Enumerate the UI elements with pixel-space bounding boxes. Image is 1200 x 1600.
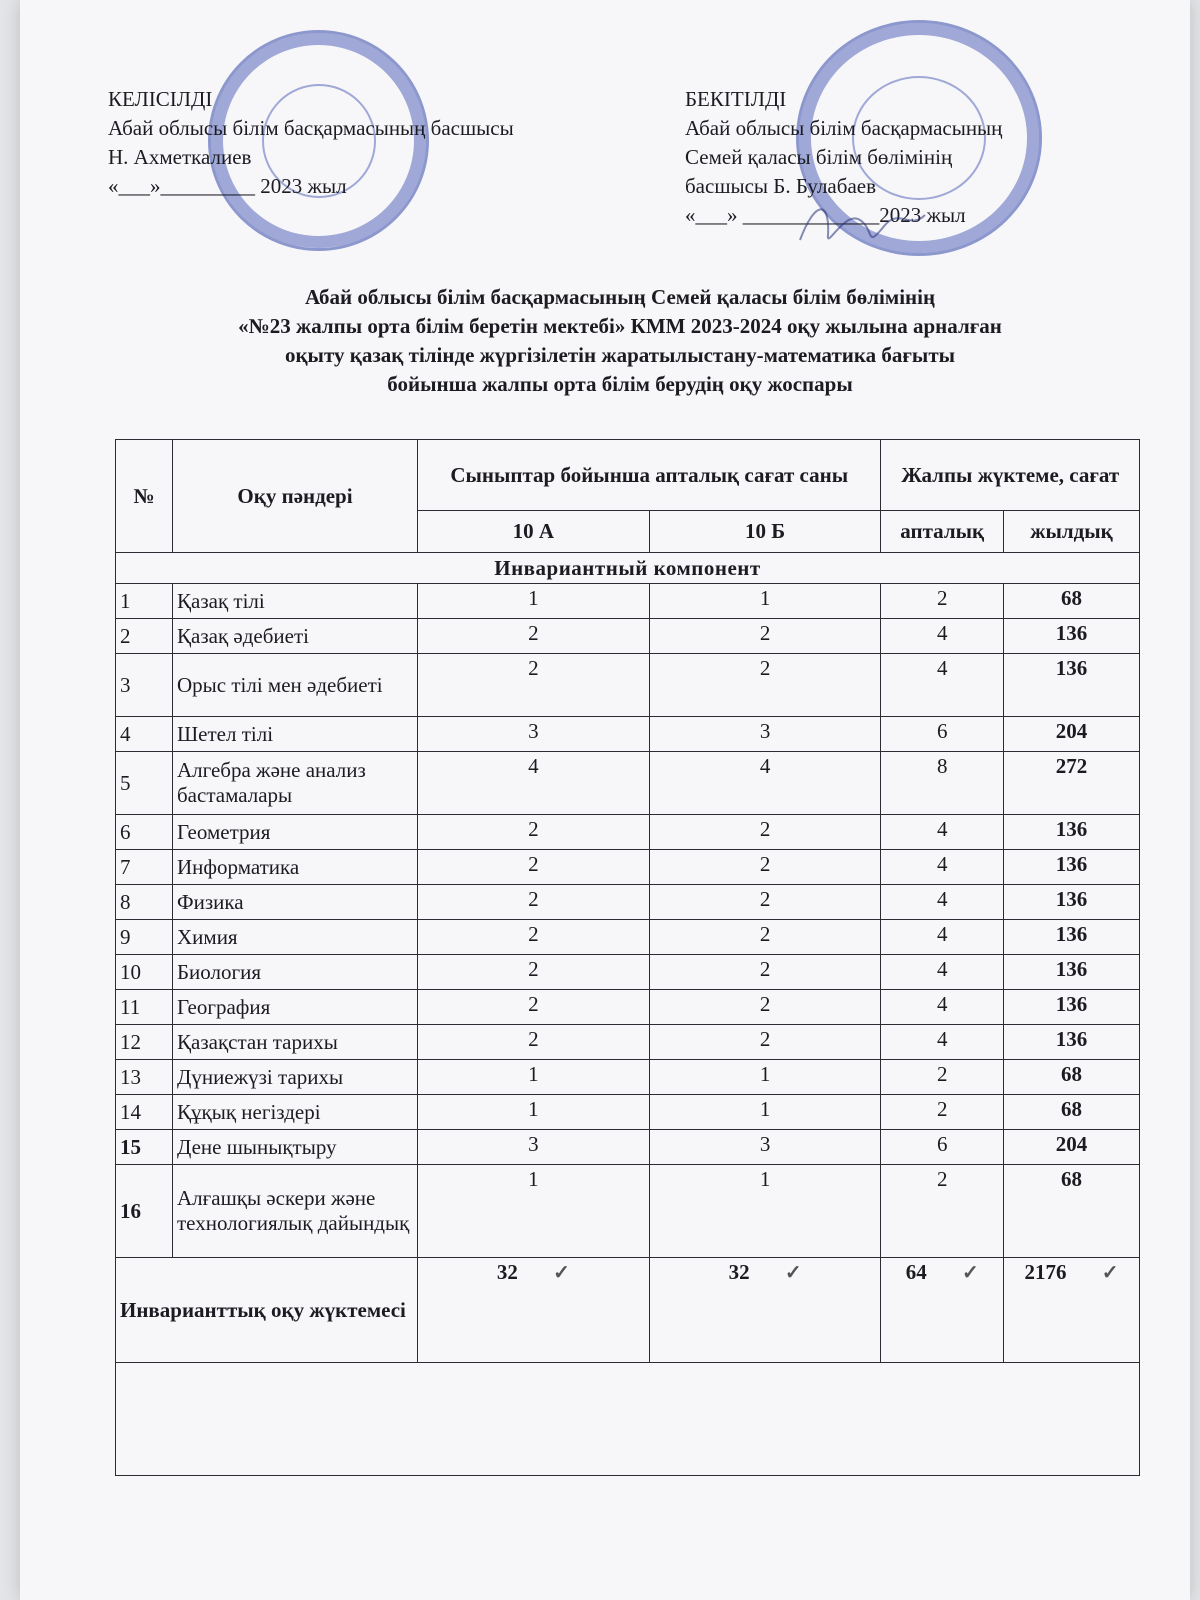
approval-line: «___» _____________2023 жыл (685, 203, 966, 227)
row-number: 5 (116, 752, 173, 815)
row-class-a: 1 (418, 1095, 650, 1130)
row-number: 9 (116, 920, 173, 955)
header-weekly-by-class: Сыныптар бойынша апталық сағат саны (418, 440, 881, 511)
row-yearly: 136 (1004, 920, 1140, 955)
title-line: Абай облысы білім басқармасының Семей қаласы білім бөлімінің (304, 285, 936, 309)
row-class-a: 4 (418, 752, 650, 815)
approval-heading: КЕЛІСІЛДІ (108, 87, 213, 111)
approval-line: «___»_________ 2023 жыл (108, 174, 347, 198)
row-class-a: 2 (418, 990, 650, 1025)
row-yearly: 136 (1004, 619, 1140, 654)
row-class-a: 1 (418, 1165, 650, 1258)
row-class-b: 3 (649, 1130, 881, 1165)
table-row (116, 717, 1140, 752)
row-class-b: 2 (649, 885, 881, 920)
row-weekly: 2 (881, 584, 1004, 619)
check-mark-icon: ✓ (553, 1262, 570, 1284)
table-row (116, 584, 1140, 619)
section-heading: Инвариантный компонент (116, 553, 1140, 584)
row-number: 10 (116, 955, 173, 990)
row-subject: Химия (173, 920, 418, 955)
title-line: оқыту қазақ тілінде жүргізілетін жаратылыстану-математика бағыты (284, 343, 956, 367)
approval-line: Абай облысы білім басқармасының (685, 116, 1003, 140)
table-row (116, 1025, 1140, 1060)
row-subject: Орыс тілі мен әдебиеті (173, 654, 418, 717)
row-class-a: 2 (418, 815, 650, 850)
row-number: 7 (116, 850, 173, 885)
row-number: 13 (116, 1060, 173, 1095)
header-weekly: апталық (881, 511, 1004, 553)
row-subject: Биология (173, 955, 418, 990)
table-row (116, 850, 1140, 885)
row-weekly: 6 (881, 717, 1004, 752)
row-subject: Дене шынықтыру (173, 1130, 418, 1165)
total-class-a (418, 1258, 650, 1363)
row-subject: Физика (173, 885, 418, 920)
check-mark-icon: ✓ (961, 1262, 979, 1284)
row-weekly: 4 (881, 885, 1004, 920)
row-class-b: 2 (649, 619, 881, 654)
row-class-a: 2 (418, 654, 650, 717)
row-subject: Дүниежүзі тарихы (173, 1060, 418, 1095)
row-class-b: 2 (649, 850, 881, 885)
row-number: 4 (116, 717, 173, 752)
row-number: 2 (116, 619, 173, 654)
row-subject: География (173, 990, 418, 1025)
title-line: бойынша жалпы орта білім берудің оқу жоспары (387, 372, 853, 396)
row-weekly: 4 (881, 920, 1004, 955)
row-number: 8 (116, 885, 173, 920)
row-class-b: 1 (649, 1165, 881, 1258)
row-weekly: 4 (881, 955, 1004, 990)
row-weekly: 4 (881, 990, 1004, 1025)
row-number: 6 (116, 815, 173, 850)
document-page (20, 0, 1190, 1600)
total-weekly (881, 1258, 1004, 1363)
table-row (116, 815, 1140, 850)
approval-line: Семей қаласы білім бөлімінің (685, 145, 953, 169)
row-class-b: 2 (649, 815, 881, 850)
row-class-a: 2 (418, 619, 650, 654)
table-row (116, 752, 1140, 815)
total-row (116, 1258, 1140, 1363)
row-number: 1 (116, 584, 173, 619)
row-class-b: 3 (649, 717, 881, 752)
row-yearly: 68 (1004, 1095, 1140, 1130)
row-weekly: 4 (881, 619, 1004, 654)
approval-heading: БЕКІТІЛДІ (685, 87, 787, 111)
row-number: 12 (116, 1025, 173, 1060)
empty-cell (116, 1363, 1140, 1476)
row-subject: Алгебра және анализ бастамалары (173, 752, 418, 815)
row-class-a: 3 (418, 717, 650, 752)
row-yearly: 136 (1004, 850, 1140, 885)
row-yearly: 204 (1004, 717, 1140, 752)
row-class-a: 1 (418, 1060, 650, 1095)
approval-line: Абай облысы білім басқармасының басшысы (108, 116, 514, 140)
row-subject: Қазақстан тарихы (173, 1025, 418, 1060)
check-mark-icon: ✓ (784, 1262, 802, 1284)
row-class-b: 1 (649, 1060, 881, 1095)
row-class-a: 2 (418, 1025, 650, 1060)
row-number: 14 (116, 1095, 173, 1130)
row-yearly: 68 (1004, 584, 1140, 619)
row-weekly: 2 (881, 1060, 1004, 1095)
row-class-b: 2 (649, 654, 881, 717)
table-row (116, 1060, 1140, 1095)
row-class-a: 2 (418, 850, 650, 885)
row-class-b: 1 (649, 584, 881, 619)
row-subject: Информатика (173, 850, 418, 885)
header-subjects: Оқу пәндері (173, 440, 418, 553)
header-total-load: Жалпы жүктеме, сағат (881, 440, 1140, 511)
row-number: 16 (116, 1165, 173, 1258)
row-yearly: 68 (1004, 1165, 1140, 1258)
check-mark-icon: ✓ (1101, 1262, 1119, 1284)
row-yearly: 136 (1004, 1025, 1140, 1060)
row-subject: Қазақ әдебиеті (173, 619, 418, 654)
row-yearly: 204 (1004, 1130, 1140, 1165)
row-subject: Шетел тілі (173, 717, 418, 752)
row-weekly: 4 (881, 815, 1004, 850)
title-line: «№23 жалпы орта білім беретін мектебі» КММ 2023-2024 оқу жылына арналған (238, 314, 1002, 338)
total-yearly (1004, 1258, 1140, 1363)
row-yearly: 136 (1004, 885, 1140, 920)
row-class-b: 1 (649, 1095, 881, 1130)
document-title (120, 283, 1120, 399)
row-class-a: 2 (418, 955, 650, 990)
table-row (116, 619, 1140, 654)
row-subject: Алғашқы әскери және технологиялық дайындық (173, 1165, 418, 1258)
total-weekly-value: 64 (905, 1260, 927, 1284)
row-weekly: 6 (881, 1130, 1004, 1165)
table-row (116, 654, 1140, 717)
row-number: 3 (116, 654, 173, 717)
row-class-a: 2 (418, 920, 650, 955)
row-class-a: 1 (418, 584, 650, 619)
row-yearly: 136 (1004, 654, 1140, 717)
empty-row (116, 1363, 1140, 1476)
row-weekly: 8 (881, 752, 1004, 815)
row-subject: Қазақ тілі (173, 584, 418, 619)
header-number: № (116, 440, 173, 553)
row-weekly: 2 (881, 1165, 1004, 1258)
row-class-a: 3 (418, 1130, 650, 1165)
table-row (116, 1130, 1140, 1165)
row-yearly: 136 (1004, 990, 1140, 1025)
approval-line: Н. Ахметкалиев (108, 145, 252, 169)
row-weekly: 4 (881, 654, 1004, 717)
approval-line: басшысы Б. Булабаев (685, 174, 876, 198)
total-class-b-value: 32 (728, 1260, 750, 1284)
row-class-b: 4 (649, 752, 881, 815)
table-row (116, 1095, 1140, 1130)
row-yearly: 136 (1004, 815, 1140, 850)
handwritten-signature (790, 190, 930, 260)
row-class-b: 2 (649, 990, 881, 1025)
total-class-a-value: 32 (496, 1260, 518, 1284)
total-class-b (649, 1258, 881, 1363)
row-yearly: 68 (1004, 1060, 1140, 1095)
row-weekly: 4 (881, 850, 1004, 885)
row-class-a: 2 (418, 885, 650, 920)
row-subject: Геометрия (173, 815, 418, 850)
row-class-b: 2 (649, 955, 881, 990)
table-row (116, 885, 1140, 920)
total-yearly-value: 2176 (1024, 1260, 1067, 1284)
row-number: 11 (116, 990, 173, 1025)
row-weekly: 2 (881, 1095, 1004, 1130)
header-class-b: 10 Б (649, 511, 881, 553)
row-number: 15 (116, 1130, 173, 1165)
row-yearly: 272 (1004, 752, 1140, 815)
curriculum-table (115, 439, 1140, 1476)
approval-block-agreed (108, 85, 668, 201)
total-label: Инварианттық оқу жүктемесі (116, 1258, 418, 1363)
row-subject: Құқық негіздері (173, 1095, 418, 1130)
row-class-b: 2 (649, 920, 881, 955)
row-class-b: 2 (649, 1025, 881, 1060)
header-yearly: жылдық (1004, 511, 1140, 553)
row-yearly: 136 (1004, 955, 1140, 990)
header-class-a: 10 А (418, 511, 650, 553)
table-row (116, 1165, 1140, 1258)
table-row (116, 990, 1140, 1025)
table-row (116, 955, 1140, 990)
row-weekly: 4 (881, 1025, 1004, 1060)
table-row (116, 920, 1140, 955)
